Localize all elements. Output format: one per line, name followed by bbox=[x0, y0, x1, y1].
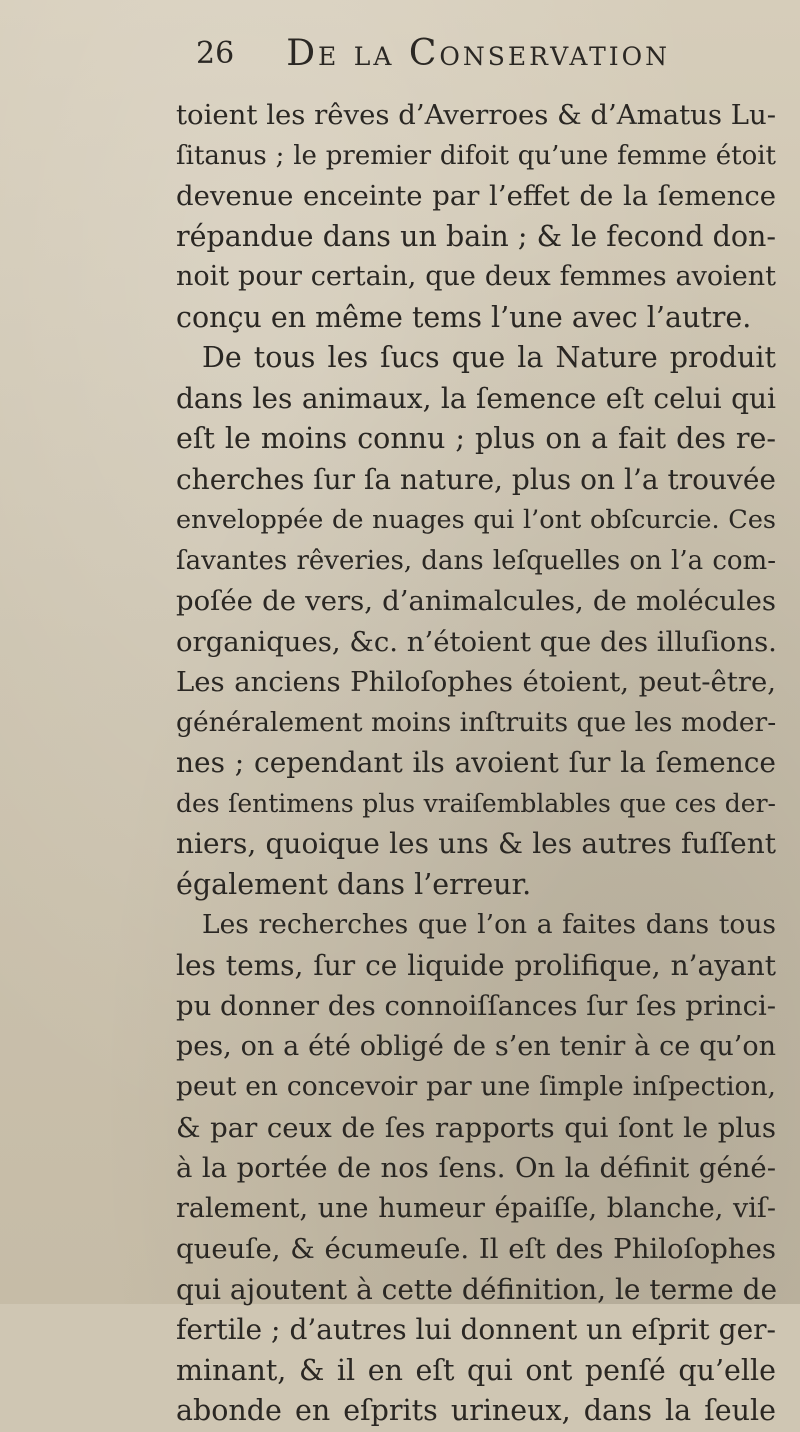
running-head bbox=[196, 28, 760, 78]
page-number: 26 bbox=[196, 35, 235, 71]
text-line: & par ceux de ſes rapports qui ſont le plus bbox=[176, 1111, 776, 1144]
text-line: qui ajoutent à cette définition, le terme de bbox=[176, 1272, 778, 1306]
text-line: également dans l’erreur. bbox=[176, 867, 532, 901]
text-line: minant, & il en eſt qui ont penſé qu’elle bbox=[176, 1353, 776, 1387]
text-line: conçu en même tems l’une avec l’autre. bbox=[176, 300, 752, 334]
text-line: cherches ſur ſa nature, plus on l’a trouvée bbox=[176, 462, 776, 496]
text-line: ſitanus ; le premier difoit qu’une femme étoit bbox=[176, 140, 776, 171]
text-line: pu donner des connoiſſances ſur ſes princi- bbox=[176, 990, 777, 1022]
text-line: peut en concevoir par une ſimple inſpection, bbox=[176, 1071, 776, 1102]
text-line: pes, on a été obligé de s’en tenir à ce qu’on bbox=[176, 1030, 776, 1062]
text-line: De tous les ſucs que la Nature produit bbox=[202, 341, 776, 374]
text-line: Les anciens Philoſophes étoient, peut-être, bbox=[176, 666, 776, 698]
text-line: noit pour certain, que deux femmes avoient bbox=[176, 261, 776, 292]
text-line: ſavantes rêveries, dans leſquelles on l’a com- bbox=[176, 545, 776, 576]
running-title: De la Conservation bbox=[286, 32, 671, 74]
text-line: abonde en eſprits urineux, dans la ſeule bbox=[176, 1394, 776, 1427]
text-line: organiques, &c. n’étoient que des illuſions. bbox=[176, 625, 777, 658]
text-line: des ſentimens plus vraiſemblables que ces der- bbox=[176, 788, 776, 818]
text-line: devenue enceinte par l’effet de la ſemence bbox=[176, 180, 776, 212]
text-line: fertile ; d’autres lui donnent un eſprit ger- bbox=[176, 1313, 776, 1346]
text-body bbox=[176, 95, 776, 1432]
text-line: à la portée de nos ſens. On la définit géné- bbox=[176, 1152, 776, 1184]
text-line: répandue dans un bain ; & le fecond don- bbox=[176, 219, 776, 253]
text-line: généralement moins inſtruits que les moder- bbox=[176, 706, 777, 738]
text-line: les tems, ſur ce liquide prolifique, n’ayant bbox=[176, 948, 776, 982]
text-line: niers, quoique les uns & les autres fuſſent bbox=[176, 827, 776, 860]
text-line: ralement, une humeur épaiſſe, blanche, viſ- bbox=[176, 1192, 776, 1224]
text-line: queuſe, & écumeuſe. Il eſt des Philoſophes bbox=[176, 1233, 776, 1265]
text-line: eſt le moins connu ; plus on a fait des re- bbox=[176, 422, 776, 455]
text-line: enveloppée de nuages qui l’ont obſcurcie. Ces bbox=[176, 505, 776, 535]
text-line: toient les rêves d’Averroes & d’Amatus Lu- bbox=[176, 99, 776, 131]
text-line: dans les animaux, la ſemence eſt celui qui bbox=[176, 381, 776, 415]
text-line: poſée de vers, d’animalcules, de molécules bbox=[176, 585, 776, 617]
text-line: Les recherches que l’on a faites dans tous bbox=[202, 909, 776, 940]
text-line: nes ; cependant ils avoient ſur la ſemence bbox=[176, 746, 776, 779]
